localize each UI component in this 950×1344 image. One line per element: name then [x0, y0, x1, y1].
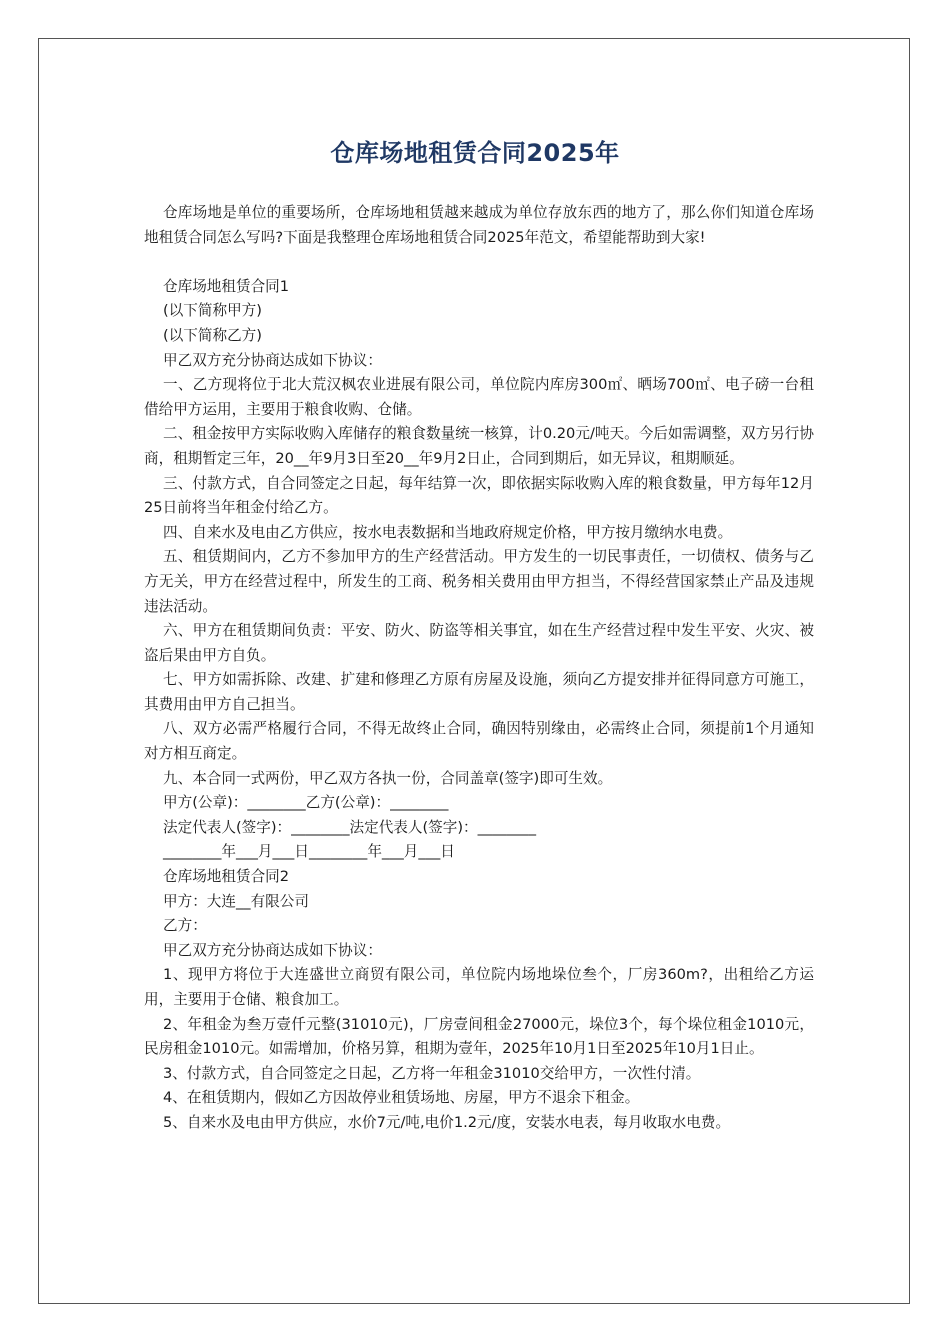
- contract-paragraph: 法定代表人(签字)：________法定代表人(签字)：________: [163, 818, 537, 836]
- contract-paragraph: 仓库场地租赁合同2: [163, 868, 290, 886]
- contract-paragraph: (以下简称甲方): [163, 302, 262, 320]
- document-title: 仓库场地租赁合同2025年: [330, 139, 620, 167]
- contract-paragraph: 5、自来水及电由甲方供应，水价7元/吨,电价1.2元/度，安装水电表，每月收取水电费。: [163, 1113, 731, 1131]
- contract-paragraph: 二、租金按甲方实际收购入库储存的粮食数量统一核算，计0.20元/吨天。今后如需调整，双方另行协商，租期暂定三年，20__年9月3日至20__年9月2日止，合同到期后，如无异议，租期顺延。: [144, 425, 814, 467]
- contract-paragraph: 七、甲方如需拆除、改建、扩建和修理乙方原有房屋及设施，须向乙方提安排并征得同意方可施工，其费用由甲方自己担当。: [144, 671, 814, 713]
- contract-paragraph: 一、乙方现将位于北大荒汉枫农业进展有限公司，单位院内库房300㎡、晒场700㎡、电子磅一台租借给甲方运用，主要用于粮食收购、仓储。: [144, 376, 814, 418]
- contract-paragraph: 乙方：: [163, 917, 207, 935]
- contract-paragraph: 六、甲方在租赁期间负责：平安、防火、防盗等相关事宜，如在生产经营过程中发生平安、火灾、被盗后果由甲方自负。: [144, 622, 814, 664]
- document-body: [144, 201, 814, 1136]
- contract-paragraph: 甲乙双方充分协商达成如下协议：: [163, 941, 382, 959]
- contract-paragraph: 八、双方必需严格履行合同，不得无故终止合同，确因特别缘由，必需终止合同，须提前1个月通知对方相互商定。: [144, 720, 814, 763]
- contract-paragraph: 五、租赁期间内，乙方不参加甲方的生产经营活动。甲方发生的一切民事责任，一切债权、债务与乙方无关，甲方在经营过程中，所发生的工商、税务相关费用由甲方担当，不得经营国家禁止产品及违规违法活动。: [144, 548, 814, 615]
- contract-paragraph: 九、本合同一式两份，甲乙双方各执一份，合同盖章(签字)即可生效。: [163, 769, 613, 787]
- contract-paragraph: 甲方(公章)：________乙方(公章)：________: [163, 794, 449, 812]
- contract-paragraphs: [144, 275, 814, 1136]
- contract-paragraph: 3、付款方式，自合同签定之日起，乙方将一年租金31010交给甲方，一次性付清。: [163, 1064, 701, 1082]
- contract-paragraph: ________年___月___日________年___月___日: [163, 843, 455, 861]
- contract-paragraph: 四、自来水及电由乙方供应，按水电表数据和当地政府规定价格，甲方按月缴纳水电费。: [163, 523, 733, 541]
- contract-paragraph: (以下简称乙方): [163, 326, 262, 344]
- intro-paragraph: 仓库场地是单位的重要场所，仓库场地租赁越来越成为单位存放东西的地方了，那么你们知道仓库场地租赁合同怎么写吗?下面是我整理仓库场地租赁合同2025年范文，希望能帮助到大家!: [144, 204, 814, 246]
- contract-paragraph: 三、付款方式，自合同签定之日起，每年结算一次，即依据实际收购入库的粮食数量，甲方每年12月25日前将当年租金付给乙方。: [144, 474, 814, 517]
- contract-paragraph: 甲乙双方充分协商达成如下协议：: [163, 351, 382, 369]
- contract-paragraph: 2、年租金为叁万壹仟元整(31010元)，厂房壹间租金27000元，垛位3个，每个垛位租金1010元，民房租金1010元。如需增加，价格另算，租期为壹年，2025年10月1日至2025年10月1日止。: [144, 1015, 814, 1058]
- contract-paragraph: 甲方：大连__有限公司: [163, 892, 309, 910]
- contract-paragraph: 4、在租赁期内，假如乙方因故停业租赁场地、房屋，甲方不退余下租金。: [163, 1089, 640, 1107]
- contract-paragraph: 1、现甲方将位于大连盛世立商贸有限公司，单位院内场地垛位叁个，厂房360m?，出租给乙方运用，主要用于仓储、粮食加工。: [144, 966, 814, 1008]
- contract-paragraph: 仓库场地租赁合同1: [163, 277, 290, 295]
